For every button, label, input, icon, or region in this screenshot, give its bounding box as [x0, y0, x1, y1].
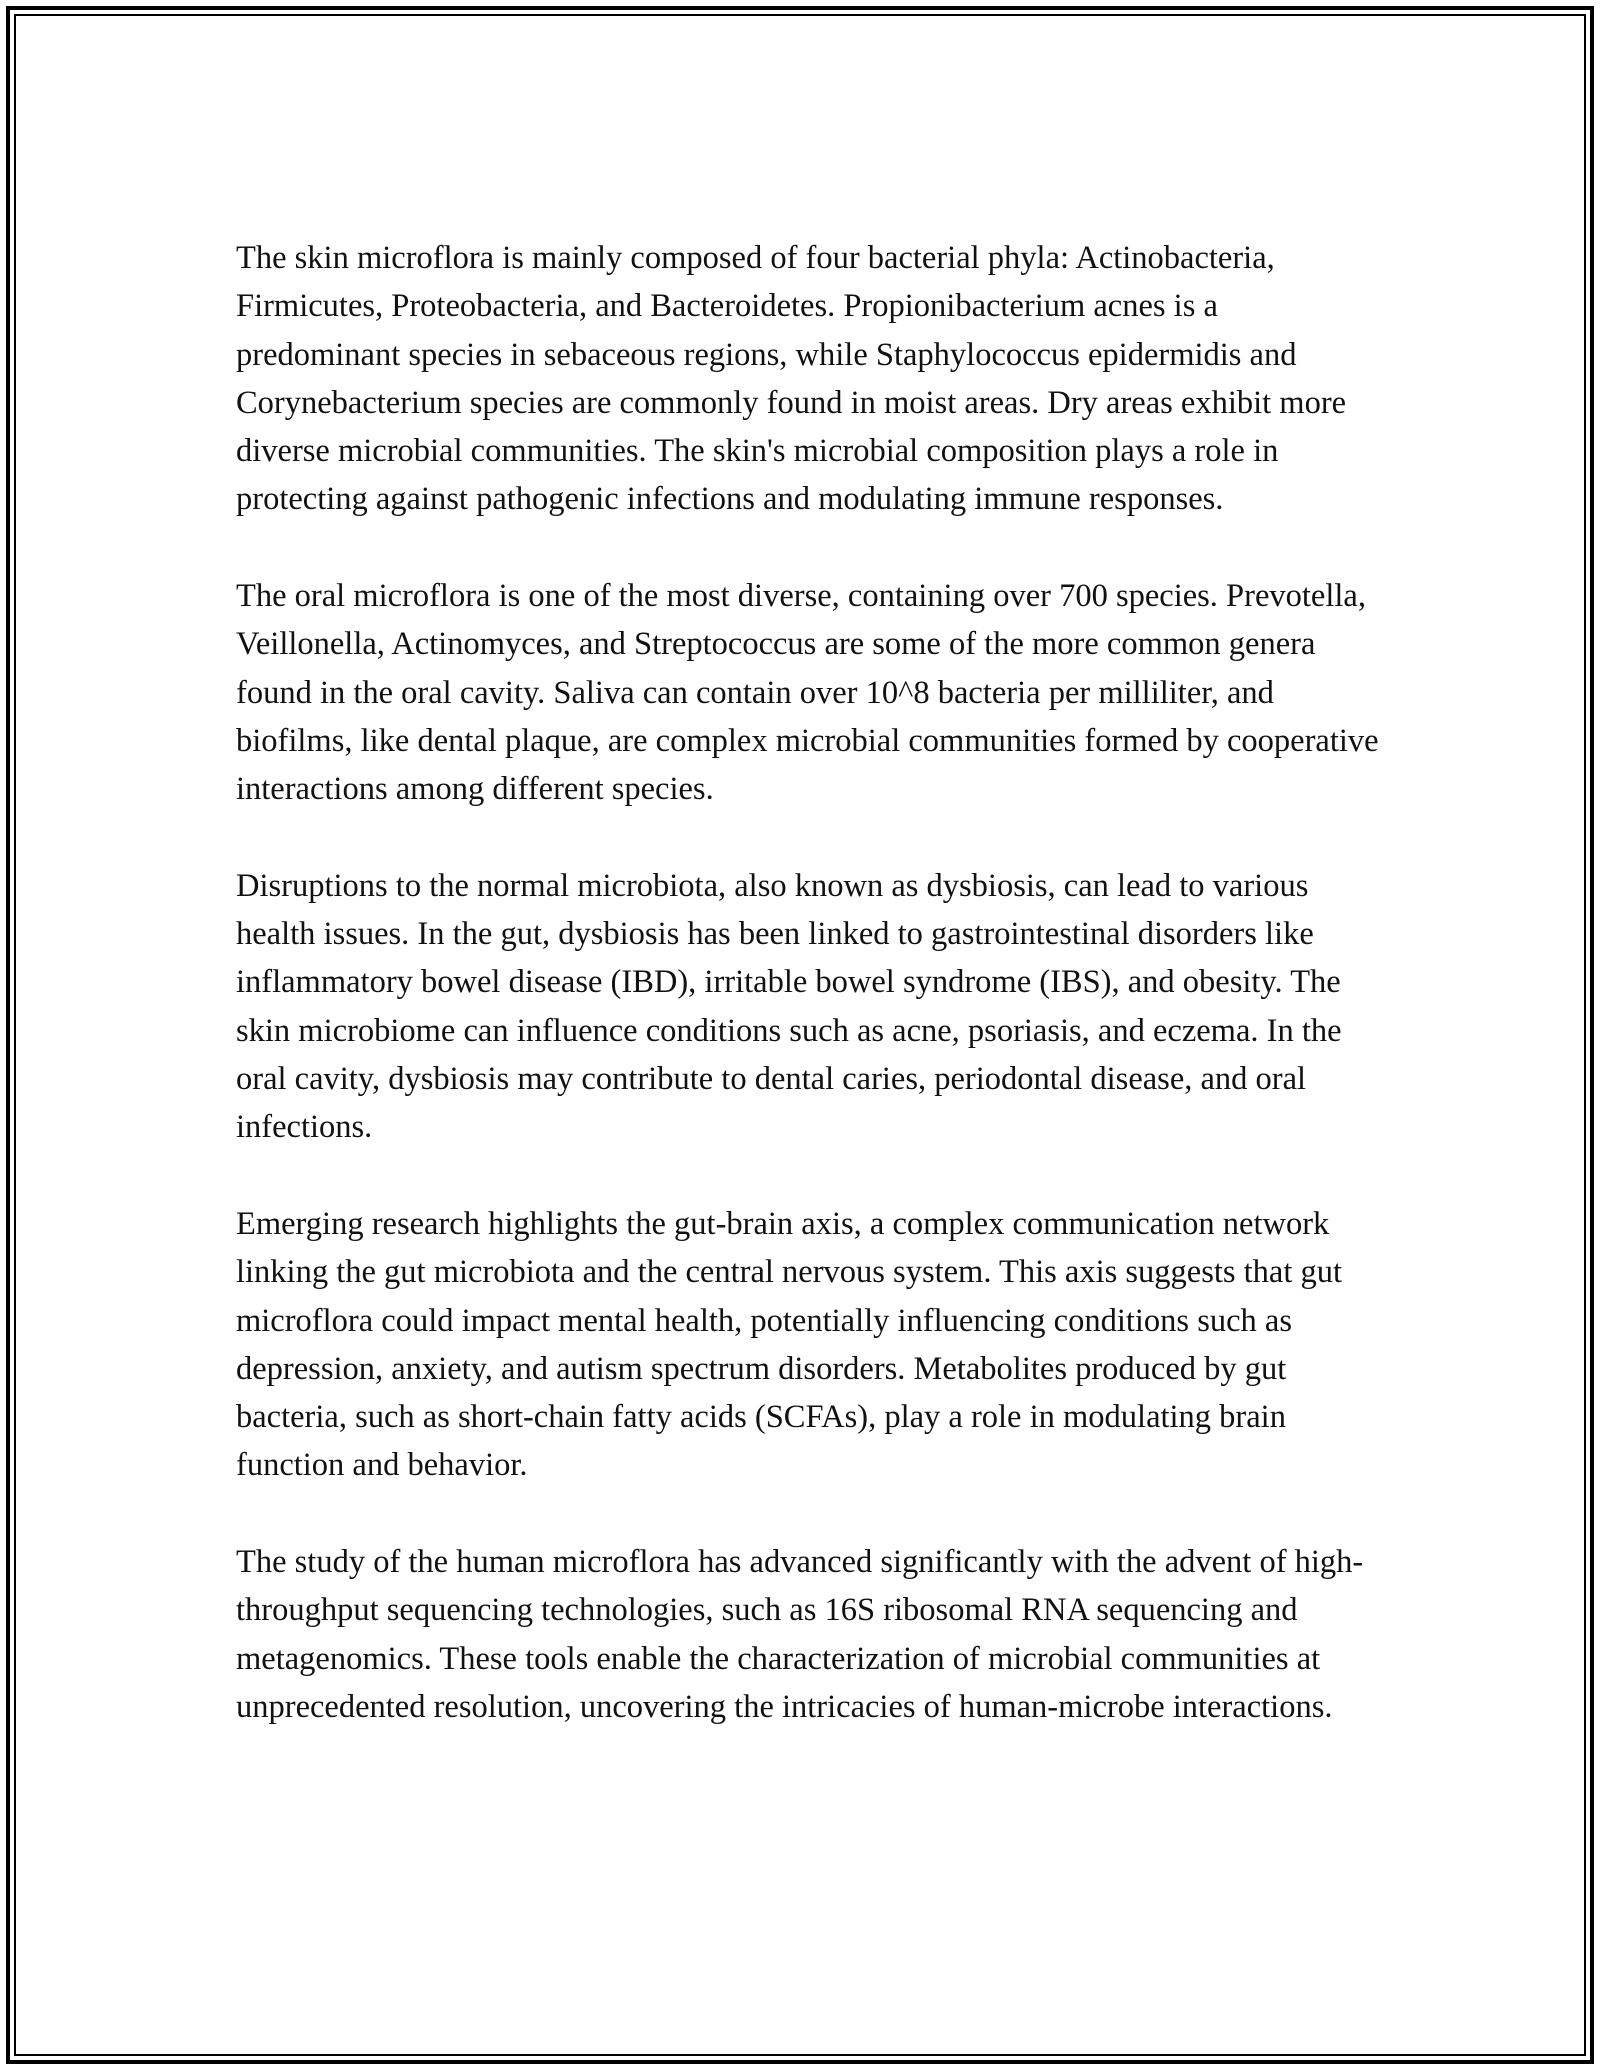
- paragraph-gut-brain-axis: Emerging research highlights the gut-brain axis, a complex communication network linking the gut microbiota and the central nervous system. This axis suggests that gut microflora could impact mental health, potentially influencing conditions such as depression, anxiety, and autism spectrum disorders. Metabolites produced by gut bacteria, such as short-chain fatty acids (SCFAs), play a role in modulating brain function and behavior.: [236, 1205, 1343, 1484]
- paragraph-dysbiosis: Disruptions to the normal microbiota, also known as dysbiosis, can lead to various health issues. In the gut, dysbiosis has been linked to gastrointestinal disorders like inflammatory bowel disease (IBD), irritable bowel syndrome (IBS), and obesity. The skin microbiome can influence conditions such as acne, psoriasis, and eczema. In the oral cavity, dysbiosis may contribute to dental caries, periodontal disease, and oral infections.: [236, 867, 1342, 1146]
- paragraph-sequencing: The study of the human microflora has advanced significantly with the advent of high-throughput sequencing technologies, such as 16S ribosomal RNA sequencing and metagenomics. These tools enable the characterization of microbial communities at unprecedented resolution, uncovering the intricacies of human-microbe interactions.: [236, 1544, 1364, 1725]
- paragraph-oral-microflora: The oral microflora is one of the most diverse, containing over 700 species. Prevotella, Veillonella, Actinomyces, and Streptococcus are some of the more common genera found in the oral cavity. Saliva can contain over 10^8 bacteria per milliliter, and biofilms, like dental plaque, are complex microbial communities formed by cooperative interactions among different species.: [236, 578, 1379, 808]
- paragraph-skin-microflora: The skin microflora is mainly composed of four bacterial phyla: Actinobacteria, Firmicutes, Proteobacteria, and Bacteroidetes. Propionibacterium acnes is a predominant species in sebaceous regions, while Staphylococcus epidermidis and Corynebacterium species are commonly found in moist areas. Dry areas exhibit more diverse microbial communities. The skin's microbial composition plays a role in protecting against pathogenic infections and modulating immune responses.: [236, 240, 1347, 518]
- document-body: [236, 234, 1386, 1780]
